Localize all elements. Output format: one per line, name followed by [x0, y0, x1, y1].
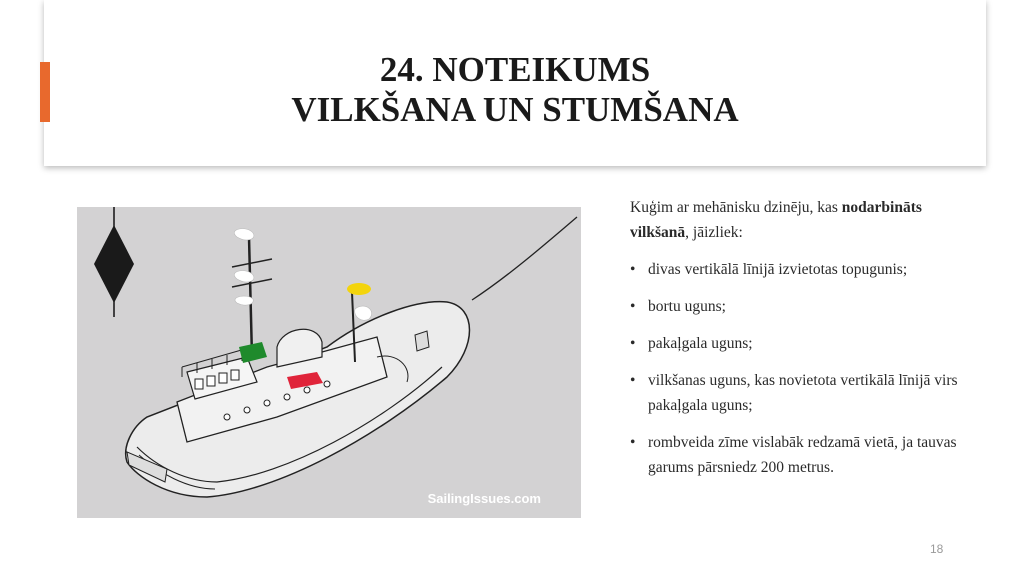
page-number: 18 [930, 542, 944, 556]
list-item: • rombveida zīme vislabāk redzamā vietā, ja tauvas garums pārsniedz 200 metrus. [630, 430, 975, 480]
towing-light-yellow [347, 283, 371, 295]
intro-paragraph [630, 195, 975, 245]
tugboat-illustration [77, 207, 581, 518]
list-item: • divas vertikālā līnijā izvietotas topugunis; [630, 257, 975, 282]
sidelight-green [239, 342, 267, 363]
list-item: • vilkšanas uguns, kas novietota vertikālā līnijā virs pakaļgala uguns; [630, 368, 975, 418]
rule-text [630, 195, 975, 492]
tugboat-drawing [77, 207, 581, 518]
title-line-1: 24. NOTEIKUMS [379, 50, 651, 89]
intro-bold: nodarbināts vilkšanā [630, 199, 922, 241]
slide-title [44, 50, 986, 130]
masthead-light-upper [234, 229, 254, 240]
intro-part-2: , jāizliek: [685, 224, 743, 241]
diamond-shape-icon [94, 225, 134, 303]
masthead-light-3 [235, 296, 253, 305]
mast-crossbar [232, 259, 272, 267]
watermark: SailingIssues.com [427, 491, 541, 506]
towing-bitt [415, 331, 429, 351]
list-item: • bortu uguns; [630, 294, 975, 319]
tow-line [472, 217, 577, 300]
intro-part-1: Kuģim ar mehānisku dzinēju, kas [630, 199, 838, 216]
title-line-2: VILKŠANA UN STUMŠANA [291, 90, 739, 129]
stern-light-white [355, 306, 372, 320]
list-item: • pakaļgala uguns; [630, 331, 975, 356]
requirements-list [630, 257, 975, 480]
